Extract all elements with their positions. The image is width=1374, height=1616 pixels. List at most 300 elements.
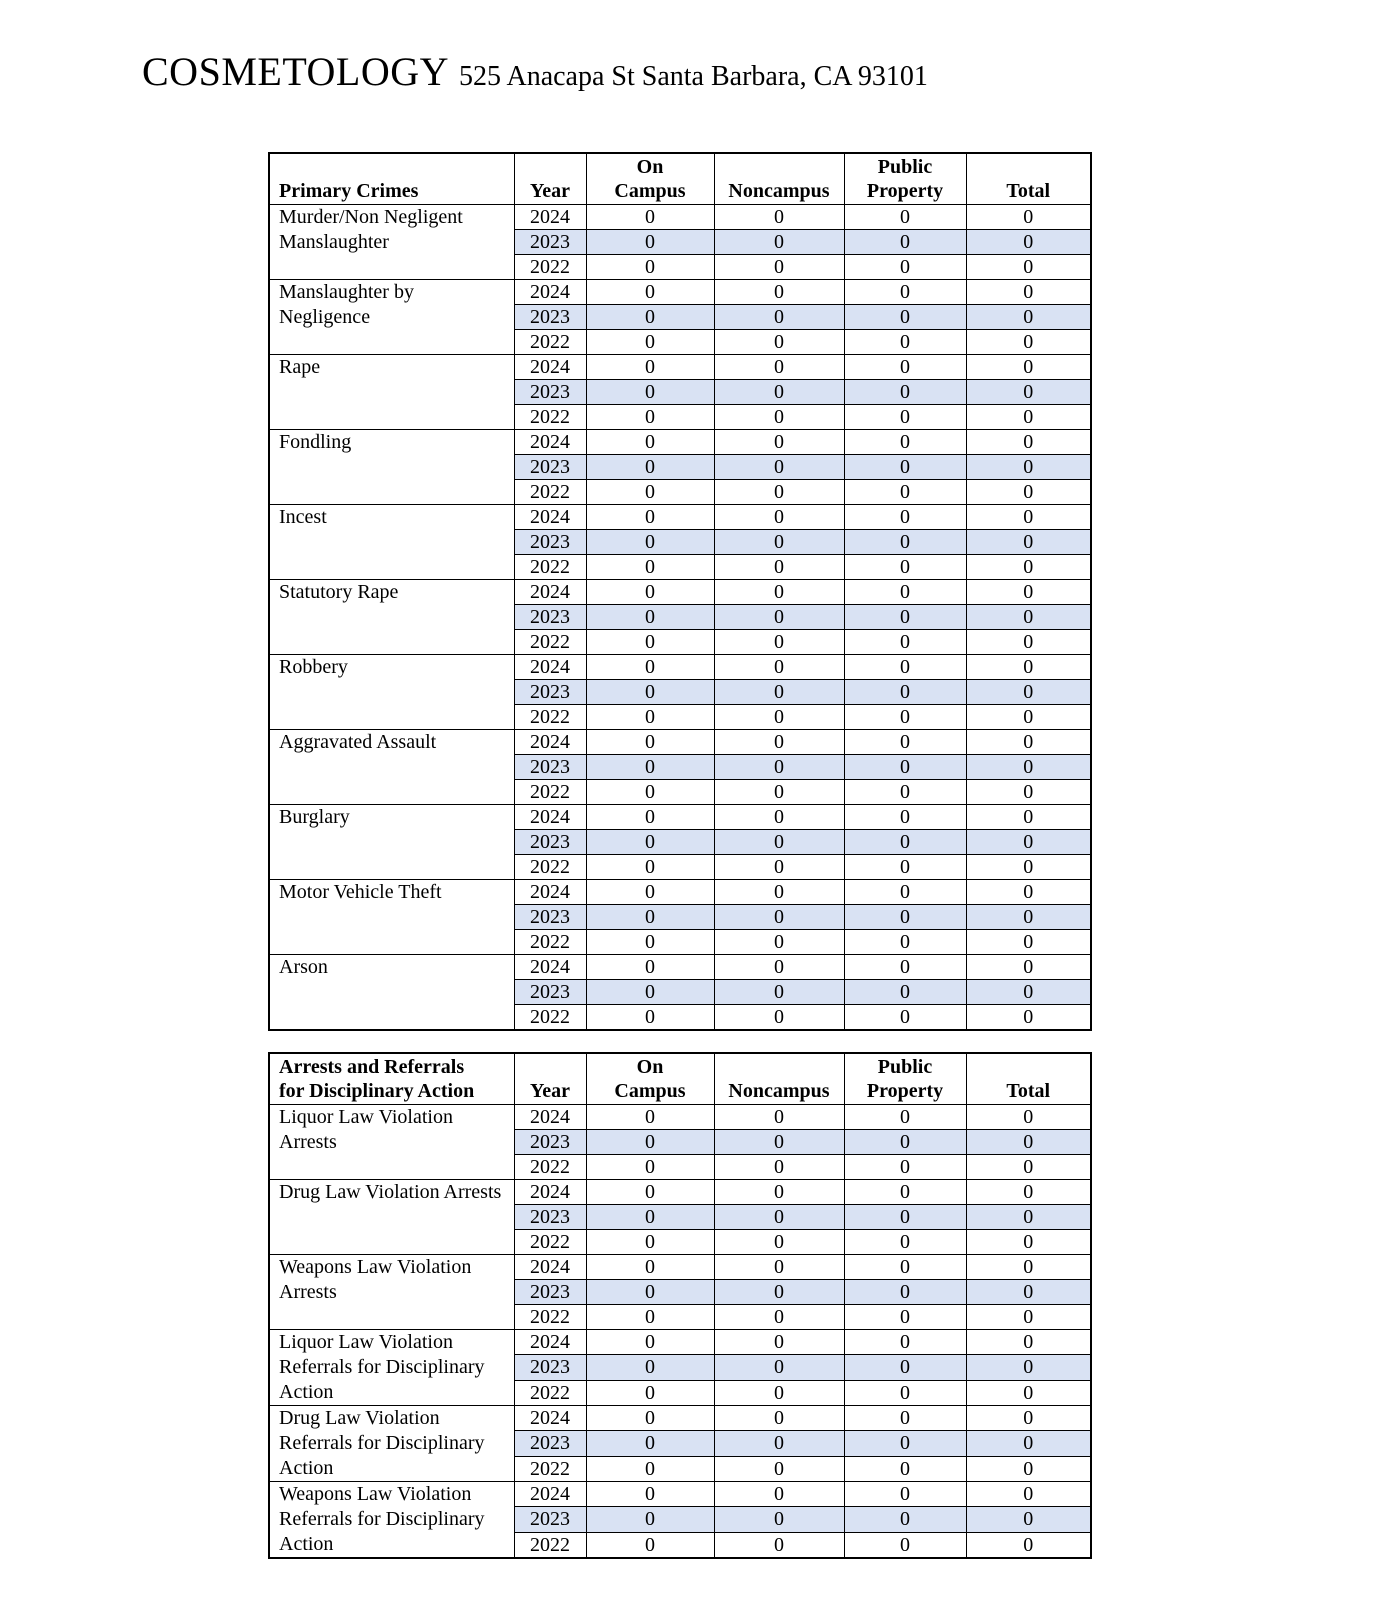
total-value: 0 [966,880,1091,905]
column-header-total [966,1053,1091,1105]
column-header-total-line: Total [1006,1080,1051,1102]
noncampus-value: 0 [714,955,844,980]
year-cell: 2023 [514,755,586,780]
column-header-on-campus-line: Campus [614,180,686,202]
year-cell: 2023 [514,305,586,330]
year-cell: 2022 [514,405,586,430]
year-cell: 2024 [514,580,586,605]
public-property-value: 0 [844,1280,966,1305]
year-cell: 2024 [514,430,586,455]
total-value: 0 [966,1456,1091,1481]
noncampus-value: 0 [714,1431,844,1456]
noncampus-value: 0 [714,305,844,330]
noncampus-value: 0 [714,830,844,855]
table-row [269,1482,1091,1507]
public-property-value: 0 [844,805,966,830]
noncampus-value: 0 [714,1180,844,1205]
total-value: 0 [966,280,1091,305]
noncampus-value: 0 [714,430,844,455]
category-label: Manslaughter by Negligence [269,280,514,355]
on-campus-value: 0 [586,430,714,455]
noncampus-value: 0 [714,1380,844,1405]
total-value: 0 [966,755,1091,780]
total-value: 0 [966,655,1091,680]
total-value: 0 [966,555,1091,580]
noncampus-value: 0 [714,680,844,705]
on-campus-value: 0 [586,1406,714,1431]
total-value: 0 [966,930,1091,955]
on-campus-value: 0 [586,655,714,680]
on-campus-value: 0 [586,1431,714,1456]
on-campus-value: 0 [586,730,714,755]
noncampus-value: 0 [714,1280,844,1305]
public-property-value: 0 [844,1532,966,1558]
noncampus-value: 0 [714,980,844,1005]
total-value: 0 [966,1205,1091,1230]
on-campus-value: 0 [586,855,714,880]
year-cell: 2024 [514,805,586,830]
year-cell: 2023 [514,1355,586,1380]
year-cell: 2023 [514,1280,586,1305]
public-property-value: 0 [844,505,966,530]
total-value: 0 [966,580,1091,605]
noncampus-value: 0 [714,805,844,830]
noncampus-value: 0 [714,455,844,480]
total-value: 0 [966,680,1091,705]
public-property-value: 0 [844,880,966,905]
column-header-public-property [844,153,966,205]
year-cell: 2023 [514,230,586,255]
school-address: 525 Anacapa St Santa Barbara, CA 93101 [459,61,928,92]
noncampus-value: 0 [714,1507,844,1532]
year-cell: 2022 [514,930,586,955]
table-title-line: for Disciplinary Action [279,1080,475,1102]
on-campus-value: 0 [586,1105,714,1130]
public-property-value: 0 [844,530,966,555]
noncampus-value: 0 [714,855,844,880]
year-cell: 2022 [514,330,586,355]
total-value: 0 [966,530,1091,555]
year-cell: 2024 [514,1255,586,1280]
noncampus-value: 0 [714,380,844,405]
total-value: 0 [966,1305,1091,1330]
total-value: 0 [966,1482,1091,1507]
total-value: 0 [966,605,1091,630]
public-property-value: 0 [844,455,966,480]
column-header-noncampus-line: Noncampus [728,1080,830,1102]
on-campus-value: 0 [586,1456,714,1481]
column-header-total [966,153,1091,205]
year-cell: 2022 [514,555,586,580]
year-cell: 2022 [514,1155,586,1180]
public-property-value: 0 [844,1205,966,1230]
column-header-noncampus [714,1053,844,1105]
noncampus-value: 0 [714,905,844,930]
total-value: 0 [966,1406,1091,1431]
year-cell: 2023 [514,530,586,555]
total-value: 0 [966,1507,1091,1532]
public-property-value: 0 [844,680,966,705]
category-label: Fondling [269,430,514,505]
noncampus-value: 0 [714,605,844,630]
column-header-on-campus [586,153,714,205]
on-campus-value: 0 [586,1130,714,1155]
arrests-referrals-table [268,1052,1092,1559]
category-label: Aggravated Assault [269,730,514,805]
total-value: 0 [966,1005,1091,1031]
public-property-value: 0 [844,930,966,955]
year-cell: 2022 [514,780,586,805]
year-cell: 2023 [514,980,586,1005]
total-value: 0 [966,1330,1091,1355]
header-row [269,153,1091,205]
noncampus-value: 0 [714,1305,844,1330]
public-property-value: 0 [844,605,966,630]
category-label: Liquor Law Violation Arrests [269,1105,514,1180]
total-value: 0 [966,330,1091,355]
on-campus-value: 0 [586,905,714,930]
table-row [269,355,1091,380]
year-cell: 2023 [514,1507,586,1532]
table-row [269,805,1091,830]
public-property-value: 0 [844,1155,966,1180]
primary-crimes-table [268,152,1092,1031]
year-cell: 2024 [514,1482,586,1507]
on-campus-value: 0 [586,1005,714,1031]
column-header-noncampus [714,153,844,205]
public-property-value: 0 [844,1180,966,1205]
column-header-on-campus-line: On [636,1056,664,1078]
noncampus-value: 0 [714,1155,844,1180]
on-campus-value: 0 [586,1380,714,1405]
on-campus-value: 0 [586,955,714,980]
on-campus-value: 0 [586,1155,714,1180]
total-value: 0 [966,505,1091,530]
total-value: 0 [966,855,1091,880]
total-value: 0 [966,355,1091,380]
column-header-year [514,153,586,205]
table-row [269,580,1091,605]
noncampus-value: 0 [714,1005,844,1031]
total-value: 0 [966,1380,1091,1405]
on-campus-value: 0 [586,530,714,555]
noncampus-value: 0 [714,655,844,680]
year-cell: 2024 [514,1330,586,1355]
public-property-value: 0 [844,355,966,380]
public-property-value: 0 [844,1406,966,1431]
on-campus-value: 0 [586,1230,714,1255]
public-property-value: 0 [844,1330,966,1355]
noncampus-value: 0 [714,480,844,505]
total-value: 0 [966,730,1091,755]
year-cell: 2024 [514,655,586,680]
year-cell: 2024 [514,730,586,755]
total-value: 0 [966,205,1091,230]
on-campus-value: 0 [586,1482,714,1507]
year-cell: 2023 [514,1205,586,1230]
public-property-value: 0 [844,330,966,355]
total-value: 0 [966,1230,1091,1255]
category-label: Motor Vehicle Theft [269,880,514,955]
total-value: 0 [966,430,1091,455]
public-property-value: 0 [844,1507,966,1532]
total-value: 0 [966,480,1091,505]
on-campus-value: 0 [586,1330,714,1355]
on-campus-value: 0 [586,805,714,830]
total-value: 0 [966,1155,1091,1180]
on-campus-value: 0 [586,580,714,605]
on-campus-value: 0 [586,405,714,430]
on-campus-value: 0 [586,455,714,480]
on-campus-value: 0 [586,980,714,1005]
public-property-value: 0 [844,980,966,1005]
public-property-value: 0 [844,1105,966,1130]
noncampus-value: 0 [714,1406,844,1431]
on-campus-value: 0 [586,1355,714,1380]
total-value: 0 [966,905,1091,930]
table-row [269,955,1091,980]
on-campus-value: 0 [586,830,714,855]
category-label: Arson [269,955,514,1031]
year-cell: 2023 [514,605,586,630]
total-value: 0 [966,1130,1091,1155]
column-header-on-campus-line: On [636,156,664,178]
public-property-value: 0 [844,255,966,280]
document-header [142,48,928,95]
year-cell: 2024 [514,280,586,305]
on-campus-value: 0 [586,305,714,330]
table-row [269,1180,1091,1205]
total-value: 0 [966,305,1091,330]
table-row [269,505,1091,530]
total-value: 0 [966,1180,1091,1205]
total-value: 0 [966,780,1091,805]
noncampus-value: 0 [714,705,844,730]
public-property-value: 0 [844,230,966,255]
table-title [269,153,514,205]
on-campus-value: 0 [586,705,714,730]
on-campus-value: 0 [586,630,714,655]
year-cell: 2024 [514,355,586,380]
on-campus-value: 0 [586,1180,714,1205]
year-cell: 2023 [514,905,586,930]
total-value: 0 [966,405,1091,430]
noncampus-value: 0 [714,1255,844,1280]
year-cell: 2022 [514,480,586,505]
year-cell: 2022 [514,630,586,655]
public-property-value: 0 [844,205,966,230]
column-header-public-property-line: Public [877,1056,933,1078]
on-campus-value: 0 [586,255,714,280]
noncampus-value: 0 [714,555,844,580]
on-campus-value: 0 [586,380,714,405]
total-value: 0 [966,805,1091,830]
total-value: 0 [966,1532,1091,1558]
public-property-value: 0 [844,830,966,855]
total-value: 0 [966,830,1091,855]
category-label: Incest [269,505,514,580]
year-cell: 2023 [514,680,586,705]
public-property-value: 0 [844,580,966,605]
year-cell: 2023 [514,380,586,405]
public-property-value: 0 [844,1305,966,1330]
column-header-public-property-line: Property [866,180,944,202]
table-row [269,1406,1091,1431]
year-cell: 2024 [514,205,586,230]
category-label: Murder/Non Negligent Manslaughter [269,205,514,280]
noncampus-value: 0 [714,755,844,780]
category-label: Liquor Law Violation Referrals for Disciplinary Action [269,1330,514,1406]
on-campus-value: 0 [586,555,714,580]
year-cell: 2024 [514,955,586,980]
column-header-on-campus [586,1053,714,1105]
table-row [269,205,1091,230]
table-title [269,1053,514,1105]
table-row [269,730,1091,755]
on-campus-value: 0 [586,1532,714,1558]
total-value: 0 [966,1255,1091,1280]
year-cell: 2024 [514,505,586,530]
category-label: Weapons Law Violation Arrests [269,1255,514,1330]
year-cell: 2024 [514,880,586,905]
column-header-year [514,1053,586,1105]
public-property-value: 0 [844,755,966,780]
noncampus-value: 0 [714,780,844,805]
year-cell: 2022 [514,1230,586,1255]
noncampus-value: 0 [714,230,844,255]
public-property-value: 0 [844,305,966,330]
total-value: 0 [966,1105,1091,1130]
public-property-value: 0 [844,1431,966,1456]
total-value: 0 [966,380,1091,405]
on-campus-value: 0 [586,880,714,905]
column-header-public-property-line: Public [877,156,933,178]
on-campus-value: 0 [586,280,714,305]
noncampus-value: 0 [714,1205,844,1230]
noncampus-value: 0 [714,1532,844,1558]
public-property-value: 0 [844,1005,966,1031]
year-cell: 2022 [514,1532,586,1558]
total-value: 0 [966,630,1091,655]
public-property-value: 0 [844,555,966,580]
on-campus-value: 0 [586,205,714,230]
on-campus-value: 0 [586,330,714,355]
year-cell: 2023 [514,1431,586,1456]
noncampus-value: 0 [714,580,844,605]
on-campus-value: 0 [586,680,714,705]
noncampus-value: 0 [714,1230,844,1255]
total-value: 0 [966,980,1091,1005]
year-cell: 2022 [514,1456,586,1481]
public-property-value: 0 [844,905,966,930]
category-label: Robbery [269,655,514,730]
public-property-value: 0 [844,780,966,805]
noncampus-value: 0 [714,1330,844,1355]
on-campus-value: 0 [586,505,714,530]
noncampus-value: 0 [714,280,844,305]
table-row [269,880,1091,905]
public-property-value: 0 [844,405,966,430]
on-campus-value: 0 [586,755,714,780]
table-row [269,1255,1091,1280]
table-title-line: Primary Crimes [279,180,419,202]
category-label: Rape [269,355,514,430]
total-value: 0 [966,1280,1091,1305]
category-label: Drug Law Violation Arrests [269,1180,514,1255]
category-label: Statutory Rape [269,580,514,655]
noncampus-value: 0 [714,1456,844,1481]
table-row [269,1105,1091,1130]
year-cell: 2023 [514,830,586,855]
on-campus-value: 0 [586,1507,714,1532]
public-property-value: 0 [844,855,966,880]
noncampus-value: 0 [714,205,844,230]
public-property-value: 0 [844,630,966,655]
on-campus-value: 0 [586,1280,714,1305]
column-header-year-line: Year [530,180,570,202]
table-row [269,280,1091,305]
table-row [269,1330,1091,1355]
public-property-value: 0 [844,1355,966,1380]
on-campus-value: 0 [586,480,714,505]
year-cell: 2022 [514,255,586,280]
noncampus-value: 0 [714,1482,844,1507]
on-campus-value: 0 [586,1305,714,1330]
year-cell: 2022 [514,855,586,880]
public-property-value: 0 [844,430,966,455]
on-campus-value: 0 [586,780,714,805]
noncampus-value: 0 [714,1130,844,1155]
noncampus-value: 0 [714,355,844,380]
year-cell: 2023 [514,1130,586,1155]
total-value: 0 [966,1355,1091,1380]
on-campus-value: 0 [586,1205,714,1230]
table-row [269,655,1091,680]
year-cell: 2024 [514,1406,586,1431]
total-value: 0 [966,1431,1091,1456]
on-campus-value: 0 [586,1255,714,1280]
table-title-line: Arrests and Referrals [279,1056,465,1078]
noncampus-value: 0 [714,630,844,655]
column-header-noncampus-line: Noncampus [728,180,830,202]
on-campus-value: 0 [586,355,714,380]
year-cell: 2024 [514,1105,586,1130]
public-property-value: 0 [844,730,966,755]
total-value: 0 [966,705,1091,730]
noncampus-value: 0 [714,255,844,280]
public-property-value: 0 [844,380,966,405]
category-label: Burglary [269,805,514,880]
on-campus-value: 0 [586,605,714,630]
noncampus-value: 0 [714,730,844,755]
total-value: 0 [966,255,1091,280]
public-property-value: 0 [844,1380,966,1405]
header-row [269,1053,1091,1105]
noncampus-value: 0 [714,880,844,905]
column-header-year-line: Year [530,1080,570,1102]
public-property-value: 0 [844,955,966,980]
noncampus-value: 0 [714,1355,844,1380]
on-campus-value: 0 [586,930,714,955]
public-property-value: 0 [844,705,966,730]
public-property-value: 0 [844,1230,966,1255]
noncampus-value: 0 [714,505,844,530]
year-cell: 2022 [514,705,586,730]
total-value: 0 [966,955,1091,980]
public-property-value: 0 [844,1255,966,1280]
noncampus-value: 0 [714,405,844,430]
column-header-public-property [844,1053,966,1105]
